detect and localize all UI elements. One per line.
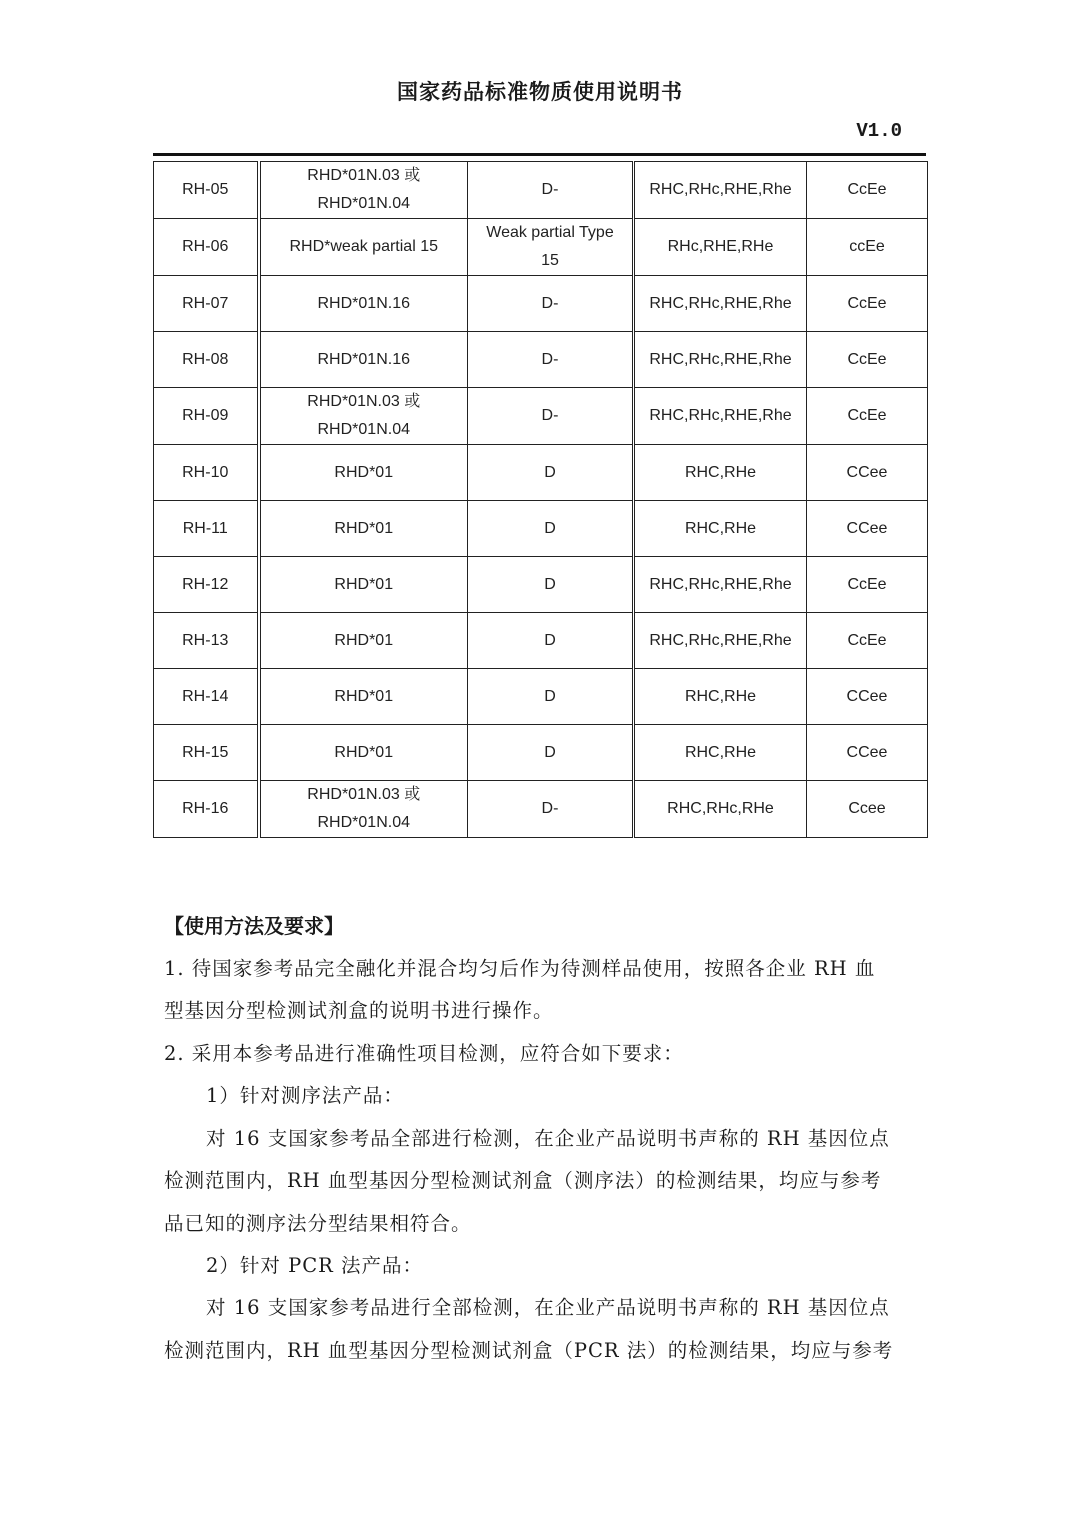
body-line: 对 16 支国家参考品全部进行检测，在企业产品说明书声称的 RH 基因位点 bbox=[206, 1127, 890, 1150]
body-line: 1. 待国家参考品完全融化并混合均匀后作为待测样品使用，按照各企业 RH 血 bbox=[164, 957, 876, 980]
body-line: 检测范围内，RH 血型基因分型检测试剂盒（测序法）的检测结果，均应与参考 bbox=[164, 1169, 882, 1192]
rhd-phenotype-cell: Weak partial Type 15 bbox=[468, 219, 634, 276]
table-row bbox=[154, 388, 928, 445]
table-row bbox=[154, 613, 928, 669]
rhce-allele-cell: RHc,RHE,RHe bbox=[634, 219, 807, 276]
rhd-allele-cell: RHD*01N.03 或 RHD*01N.04 bbox=[259, 781, 468, 838]
sample-id-cell: RH-13 bbox=[154, 613, 259, 669]
sample-id-cell: RH-05 bbox=[154, 162, 259, 219]
body-line: 1）针对测序法产品： bbox=[206, 1084, 404, 1107]
rhd-allele-cell: RHD*01N.03 或 RHD*01N.04 bbox=[259, 162, 468, 219]
sample-id-cell: RH-11 bbox=[154, 501, 259, 557]
rhd-phenotype-cell: D bbox=[468, 669, 634, 725]
rhd-allele-cell: RHD*weak partial 15 bbox=[259, 219, 468, 276]
rhce-phenotype-cell: CcEe bbox=[807, 276, 928, 332]
version-label: V1.0 bbox=[856, 120, 902, 142]
rhce-allele-cell: RHC,RHc,RHE,Rhe bbox=[634, 557, 807, 613]
rhd-phenotype-cell: D bbox=[468, 557, 634, 613]
rh-reference-table bbox=[153, 161, 928, 838]
rhce-allele-cell: RHC,RHc,RHE,Rhe bbox=[634, 276, 807, 332]
sample-id-cell: RH-10 bbox=[154, 445, 259, 501]
sample-id-cell: RH-07 bbox=[154, 276, 259, 332]
rhce-allele-cell: RHC,RHc,RHE,Rhe bbox=[634, 162, 807, 219]
rhd-allele-cell: RHD*01N.03 或 RHD*01N.04 bbox=[259, 388, 468, 445]
rhd-allele-cell: RHD*01N.16 bbox=[259, 276, 468, 332]
rhce-allele-cell: RHC,RHe bbox=[634, 501, 807, 557]
table-row bbox=[154, 669, 928, 725]
table-row bbox=[154, 332, 928, 388]
rhd-phenotype-cell: D- bbox=[468, 276, 634, 332]
rhd-phenotype-cell: D bbox=[468, 725, 634, 781]
body-line: 对 16 支国家参考品进行全部检测，在企业产品说明书声称的 RH 基因位点 bbox=[206, 1296, 890, 1319]
sample-id-cell: RH-14 bbox=[154, 669, 259, 725]
sample-id-cell: RH-12 bbox=[154, 557, 259, 613]
sample-id-cell: RH-06 bbox=[154, 219, 259, 276]
rhce-phenotype-cell: CcEe bbox=[807, 162, 928, 219]
body-line: 2）针对 PCR 法产品： bbox=[206, 1254, 424, 1277]
rhce-phenotype-cell: CcEe bbox=[807, 332, 928, 388]
table-row bbox=[154, 557, 928, 613]
table-row bbox=[154, 445, 928, 501]
rhd-allele-cell: RHD*01 bbox=[259, 669, 468, 725]
header-rule bbox=[153, 153, 926, 156]
rhce-allele-cell: RHC,RHc,RHE,Rhe bbox=[634, 332, 807, 388]
rhd-allele-cell: RHD*01 bbox=[259, 445, 468, 501]
rhd-phenotype-cell: D- bbox=[468, 388, 634, 445]
rhd-allele-cell: RHD*01 bbox=[259, 613, 468, 669]
rhd-allele-cell: RHD*01 bbox=[259, 725, 468, 781]
rhd-phenotype-cell: D bbox=[468, 613, 634, 669]
rhce-allele-cell: RHC,RHc,RHe bbox=[634, 781, 807, 838]
rhce-phenotype-cell: CcEe bbox=[807, 388, 928, 445]
rhce-allele-cell: RHC,RHe bbox=[634, 445, 807, 501]
section-heading: 【使用方法及要求】 bbox=[164, 914, 344, 938]
body-line: 2. 采用本参考品进行准确性项目检测，应符合如下要求： bbox=[164, 1042, 684, 1065]
sample-id-cell: RH-08 bbox=[154, 332, 259, 388]
table-row bbox=[154, 276, 928, 332]
rhd-allele-cell: RHD*01 bbox=[259, 501, 468, 557]
rhce-phenotype-cell: CCee bbox=[807, 501, 928, 557]
table-row bbox=[154, 219, 928, 276]
sample-id-cell: RH-15 bbox=[154, 725, 259, 781]
body-line: 检测范围内，RH 血型基因分型检测试剂盒（PCR 法）的检测结果，均应与参考 bbox=[164, 1339, 894, 1362]
rhd-phenotype-cell: D- bbox=[468, 332, 634, 388]
rhce-allele-cell: RHC,RHe bbox=[634, 725, 807, 781]
rhd-allele-cell: RHD*01 bbox=[259, 557, 468, 613]
rhd-phenotype-cell: D bbox=[468, 445, 634, 501]
body-line: 品已知的测序法分型结果相符合。 bbox=[164, 1212, 472, 1235]
table-row bbox=[154, 725, 928, 781]
rhce-phenotype-cell: CcEe bbox=[807, 613, 928, 669]
rhce-phenotype-cell: Ccee bbox=[807, 781, 928, 838]
rhce-phenotype-cell: CCee bbox=[807, 725, 928, 781]
rhd-allele-cell: RHD*01N.16 bbox=[259, 332, 468, 388]
rhce-phenotype-cell: CcEe bbox=[807, 557, 928, 613]
table-row bbox=[154, 781, 928, 838]
rhce-phenotype-cell: ccEe bbox=[807, 219, 928, 276]
table-row bbox=[154, 501, 928, 557]
rhce-allele-cell: RHC,RHe bbox=[634, 669, 807, 725]
sample-id-cell: RH-09 bbox=[154, 388, 259, 445]
body-line: 型基因分型检测试剂盒的说明书进行操作。 bbox=[164, 999, 554, 1022]
sample-id-cell: RH-16 bbox=[154, 781, 259, 838]
table-row bbox=[154, 162, 928, 219]
rhd-phenotype-cell: D bbox=[468, 501, 634, 557]
rhd-phenotype-cell: D- bbox=[468, 162, 634, 219]
rhd-phenotype-cell: D- bbox=[468, 781, 634, 838]
document-title: 国家药品标准物质使用说明书 bbox=[397, 79, 683, 104]
rhce-phenotype-cell: CCee bbox=[807, 445, 928, 501]
rhce-phenotype-cell: CCee bbox=[807, 669, 928, 725]
rhce-allele-cell: RHC,RHc,RHE,Rhe bbox=[634, 613, 807, 669]
rhce-allele-cell: RHC,RHc,RHE,Rhe bbox=[634, 388, 807, 445]
